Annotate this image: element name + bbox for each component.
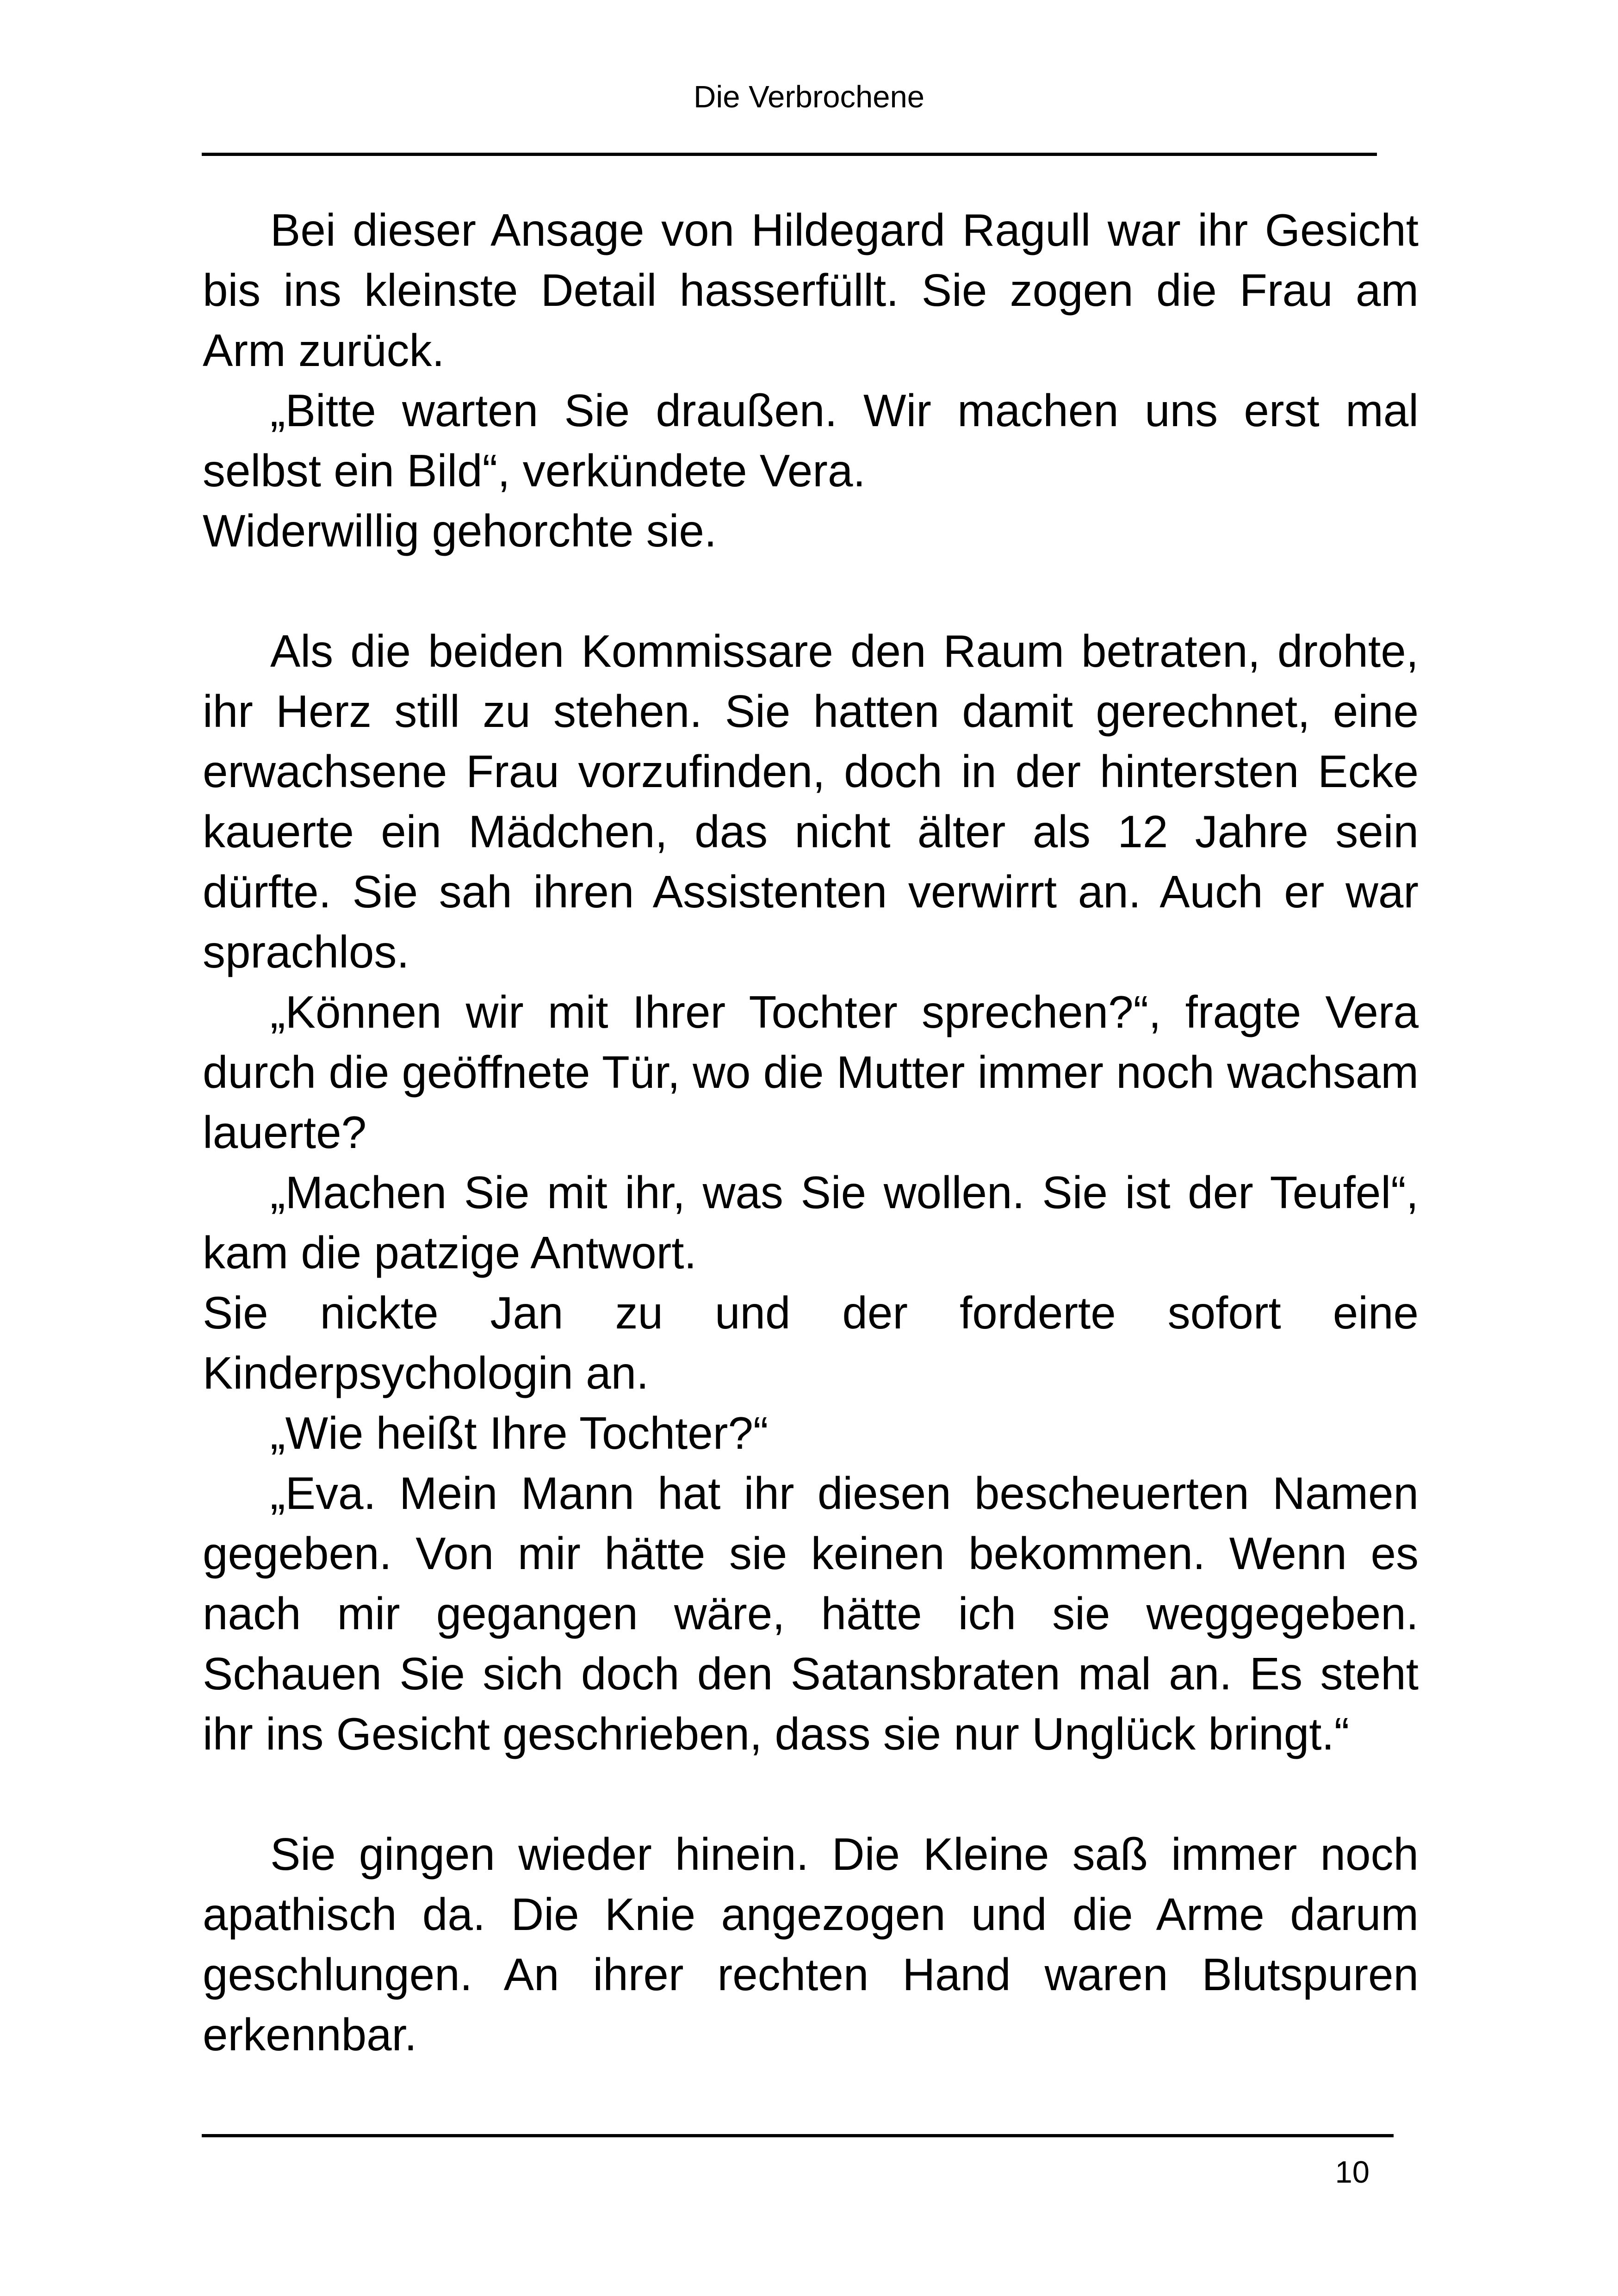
paragraph: „Eva. Mein Mann hat ihr diesen bescheuerten Namen gegeben. Von mir hätte sie keinen bekommen. Wenn es nach mir gegangen wäre, hätte ich sie weggegeben. Schauen Sie sich doch den Satansbraten mal an. Es steht ihr ins Gesicht geschrieben, dass sie nur Unglück bringt.“ — [203, 1468, 1419, 1759]
paragraph: „Können wir mit Ihrer Tochter sprechen?“, fragte Vera durch die geöffnete Tür, wo die Mutter immer noch wachsam lauerte? — [203, 987, 1419, 1158]
paragraph: Sie gingen wieder hinein. Die Kleine saß immer noch apathisch da. Die Knie angezogen und die Arme darum geschlungen. An ihrer rechten Hand waren Blutspuren erkennbar. — [203, 1829, 1419, 2060]
paragraph-spacer — [203, 561, 1419, 621]
running-title: Die Verbrochene — [693, 80, 925, 114]
paragraph: „Bitte warten Sie draußen. Wir machen uns erst mal selbst ein Bild“, verkündete Vera. — [203, 385, 1419, 496]
paragraph: Widerwillig gehorchte sie. — [203, 505, 717, 556]
paragraph: „Wie heißt Ihre Tochter?“ — [270, 1408, 769, 1458]
page-body — [203, 200, 1419, 2065]
footer-divider — [202, 2134, 1394, 2137]
paragraph: Als die beiden Kommissare den Raum betraten, drohte, ihr Herz still zu stehen. Sie hatten damit gerechnet, eine erwachsene Frau vorzufinden, doch in der hintersten Ecke kauerte ein Mädchen, das nicht älter als 12 Jahre sein dürfte. Sie sah ihren Assistenten verwirrt an. Auch er war sprachlos. — [203, 626, 1419, 977]
paragraph: Bei dieser Ansage von Hildegard Ragull war ihr Gesicht bis ins kleinste Detail hasserfüllt. Sie zogen die Frau am Arm zurück. — [203, 205, 1419, 376]
page-number: 10 — [1335, 2155, 1370, 2190]
paragraph: Sie nickte Jan zu und der forderte sofort eine Kinderpsychologin an. — [203, 1287, 1419, 1398]
paragraph-spacer — [203, 1764, 1419, 1824]
header-divider — [202, 153, 1377, 156]
paragraph: „Machen Sie mit ihr, was Sie wollen. Sie ist der Teufel“, kam die patzige Antwort. — [203, 1167, 1419, 1278]
